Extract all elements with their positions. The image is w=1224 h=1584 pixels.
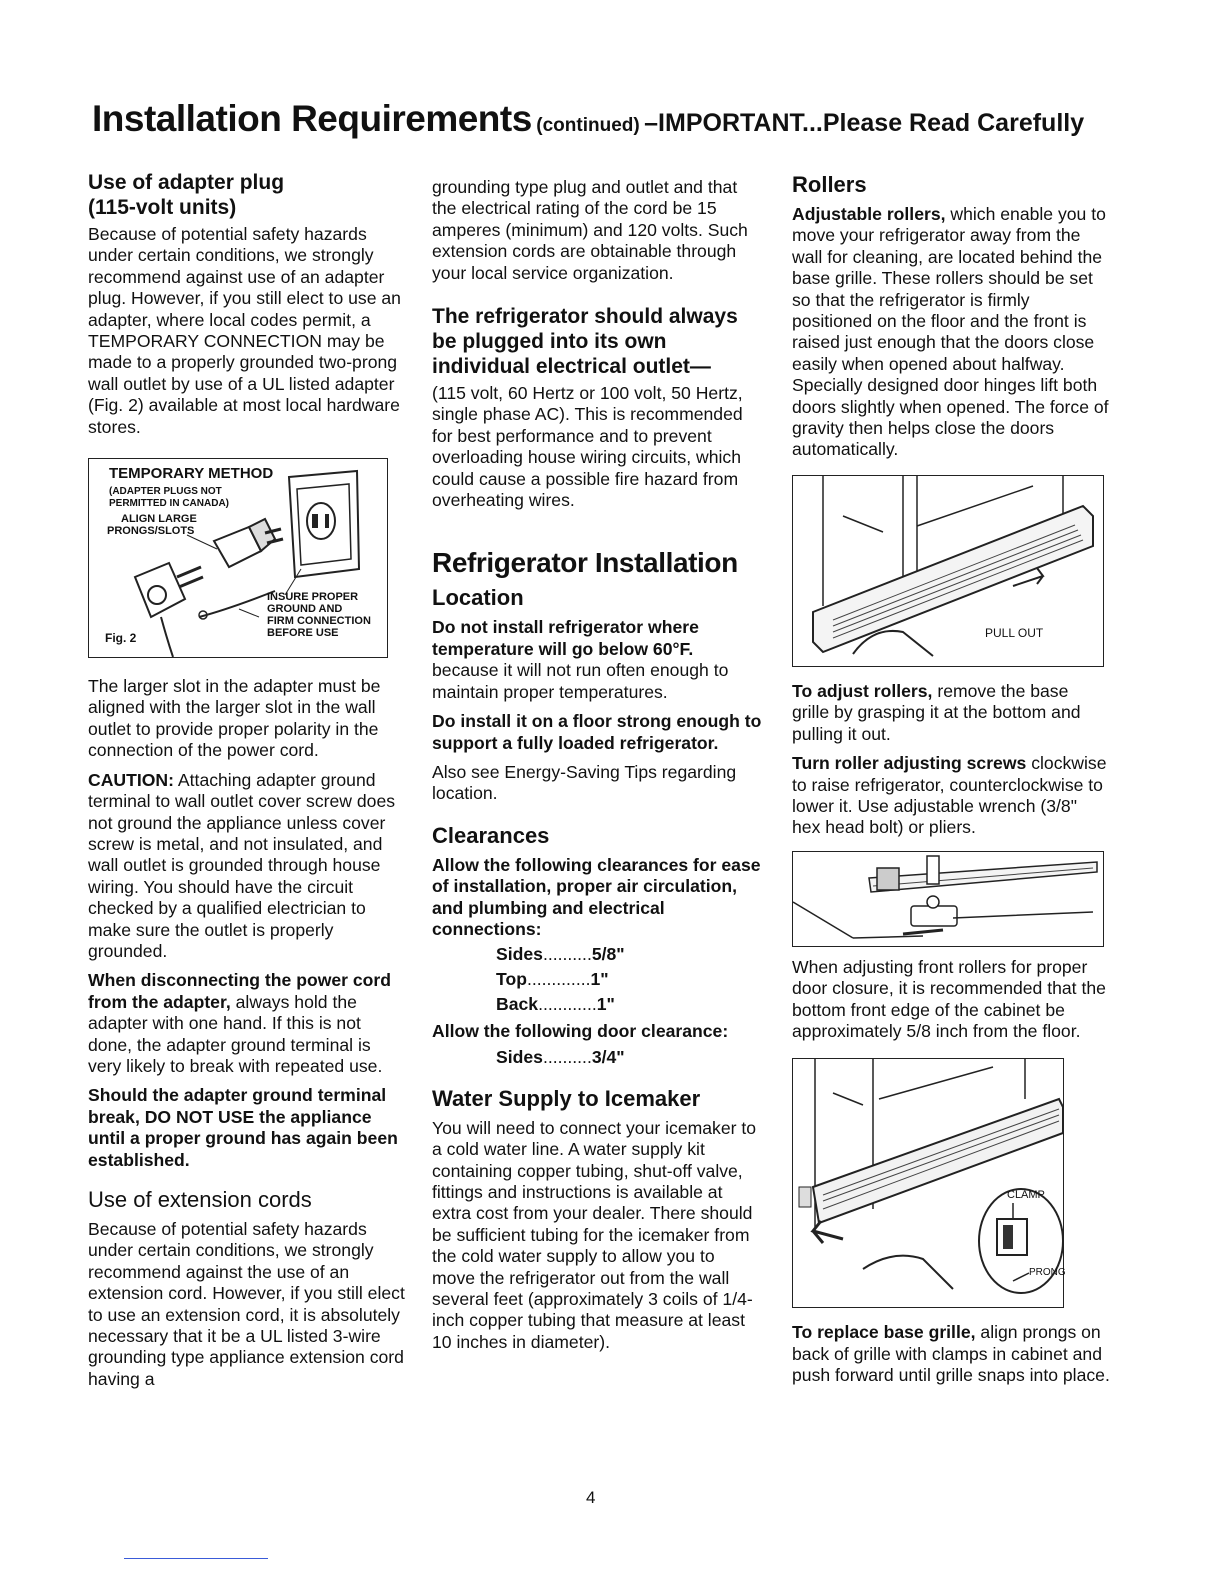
label-prong: PRONG	[1029, 1267, 1066, 1279]
figure-roller-screw	[792, 851, 1104, 947]
floor-paragraph: Do install it on a floor strong enough to support a fully loaded refrigerator.	[432, 711, 762, 753]
fig2-label-align-2: PRONGS/SLOTS	[107, 525, 195, 538]
adjust-screws-paragraph: Turn roller adjusting screws clockwise to raise refrigerator, counterclockwise to lower it. Use adjustable wrench (3/8" hex head bolt) or pliers.	[792, 753, 1107, 838]
fig2-label-insure-3: FIRM CONNECTION	[267, 615, 371, 628]
energy-tip-paragraph: Also see Energy-Saving Tips regarding location.	[432, 761, 737, 804]
fig2-caption: Fig. 2	[105, 631, 137, 646]
adjust-rollers-paragraph: To adjust rollers, remove the base grille by grasping it at the bottom and pulling it out.	[792, 680, 1081, 744]
title-main: Installation Requirements	[92, 98, 532, 139]
page-number: 4	[586, 1488, 596, 1507]
front-rollers-paragraph: When adjusting front rollers for proper door closure, it is recommended that the bottom front edge of the cabinet be approximately 5/8 inch from the floor.	[792, 956, 1106, 1041]
label-pull-out: PULL OUT	[985, 625, 1044, 640]
location-heading: Location	[432, 585, 524, 611]
clearances-heading: Clearances	[432, 822, 550, 848]
extension-paragraph-continued: grounding type plug and outlet and that the electrical rating of the cord be 15 amperes (minimum) and 120 volts. Such extension cords are obtainable through your local service organization.	[432, 177, 748, 283]
fig2-label-adapter-2: PERMITTED IN CANADA)	[109, 498, 229, 510]
column-middle	[432, 177, 762, 1361]
break-warning: Should the adapter ground terminal break, DO NOT USE the appliance until a proper ground has again been established.	[88, 1085, 398, 1170]
page-title	[92, 98, 1132, 140]
door-clearance-intro: Allow the following door clearance:	[432, 1021, 729, 1042]
door-clearance-sides: Sides..........3/4"	[496, 1046, 625, 1067]
disconnect-paragraph: When disconnecting the power cord from the adapter, always hold the adapter with one hand. If this is not done, the adapter ground terminal is very likely to break with repeated use.	[88, 970, 392, 1076]
adapter-heading: Use of adapter plug (115-volt units)	[88, 171, 285, 219]
fig2-label-method: TEMPORARY METHOD	[109, 465, 274, 483]
clearances-intro: Allow the following clearances for ease of installation, proper air circulation, and plumbing and electrical connections:	[432, 854, 761, 939]
fig2-label-insure-1: INSURE PROPER	[267, 591, 359, 604]
fig2-label-align-1: ALIGN LARGE	[121, 513, 197, 526]
caution-paragraph: CAUTION: Attaching adapter ground terminal to wall outlet cover screw does not ground the appliance unless cover screw is metal, and not insulated, and wall outlet is grounded through house wiring. You should have the circuit checked by a qualified electrician to make sure the outlet is properly grounded.	[88, 769, 396, 961]
figure-2-adapter	[88, 458, 388, 658]
fig2-label-insure-2: GROUND AND	[267, 603, 343, 616]
installation-heading: Refrigerator Installation	[432, 547, 738, 579]
water-supply-paragraph: You will need to connect your icemaker to a cold water line. A water supply kit containing copper tubing, shut-off valve, fittings and instructions is available at extra cost from your dealer. There should be sufficient tubing for the icemaker from the cold water supply to allow you to move the refrigerator out from the wall several feet (approximately 3 coils of 1/4-inch copper tubing that measure at least 10 inches in diameter).	[432, 1117, 757, 1352]
figure-pull-out-grille	[792, 475, 1104, 667]
water-supply-heading: Water Supply to Icemaker	[432, 1085, 701, 1111]
title-continued: (continued)	[536, 115, 640, 136]
pull-out-grille-illustration	[793, 476, 1103, 666]
outlet-paragraph: (115 volt, 60 Hertz or 100 volt, 50 Hertz, single phase AC). This is recommended for best performance and to prevent overloading house wiring circuits, which could cause a possible fire hazard from overheating wires.	[432, 383, 743, 511]
figure-replace-grille	[792, 1058, 1064, 1308]
clearance-back: Back............1"	[496, 994, 615, 1015]
adapter-paragraph: Because of potential safety hazards under certain conditions, we strongly recommend against use of an adapter plug. However, if you still elect to use an adapter, where local codes permit, a TEMPORARY CONNECTION may be made to a properly grounded two-prong wall outlet by use of a UL listed adapter (Fig. 2) available at most local hardware stores.	[88, 224, 401, 437]
column-left	[88, 170, 408, 1398]
location-paragraph: Do not install refrigerator where temperature will go below 60°F. because it will not run often enough to maintain proper temperatures.	[432, 617, 729, 702]
fig2-label-insure-4: BEFORE USE	[267, 627, 339, 640]
label-clamp: CLAMP	[1007, 1189, 1045, 1202]
replace-grille-paragraph: To replace base grille, align prongs on back of grille with clamps in cabinet and push forward until grille snaps into place.	[792, 1322, 1110, 1386]
polarity-paragraph: The larger slot in the adapter must be aligned with the larger slot in the wall outlet to provide proper polarity in the connection of the power cord.	[88, 676, 381, 761]
title-important: –IMPORTANT...Please Read Carefully	[644, 109, 1085, 137]
rollers-paragraph: Adjustable rollers, which enable you to move your refrigerator away from the wall for cleaning, are located behind the base grille. These rollers should be set so that the refrigerator is firmly positioned on the floor and the front is raised just enough that the doors close easily when opened about halfway. Specially designed door hinges lift both doors slightly when opened. The force of gravity then helps close the doors automatically.	[792, 204, 1109, 460]
footer-rule	[124, 1558, 268, 1559]
column-right	[792, 170, 1110, 1395]
fig2-label-adapter-1: (ADAPTER PLUGS NOT	[109, 486, 222, 498]
replace-grille-illustration	[793, 1059, 1063, 1307]
outlet-heading: The refrigerator should always be plugged into its own individual electrical outlet—	[432, 305, 738, 379]
clearance-top: Top.............1"	[496, 969, 609, 990]
clearance-sides: Sides..........5/8"	[496, 944, 625, 965]
extension-heading: Use of extension cords	[88, 1187, 312, 1212]
extension-paragraph: Because of potential safety hazards under certain conditions, we strongly recommend against the use of an extension cord. However, if you still elect to use an extension cord, it is absolutely necessary that it be a UL listed 3-wire grounding type appliance extension cord having a	[88, 1219, 405, 1389]
rollers-heading: Rollers	[792, 172, 867, 197]
roller-screw-illustration	[793, 852, 1103, 946]
